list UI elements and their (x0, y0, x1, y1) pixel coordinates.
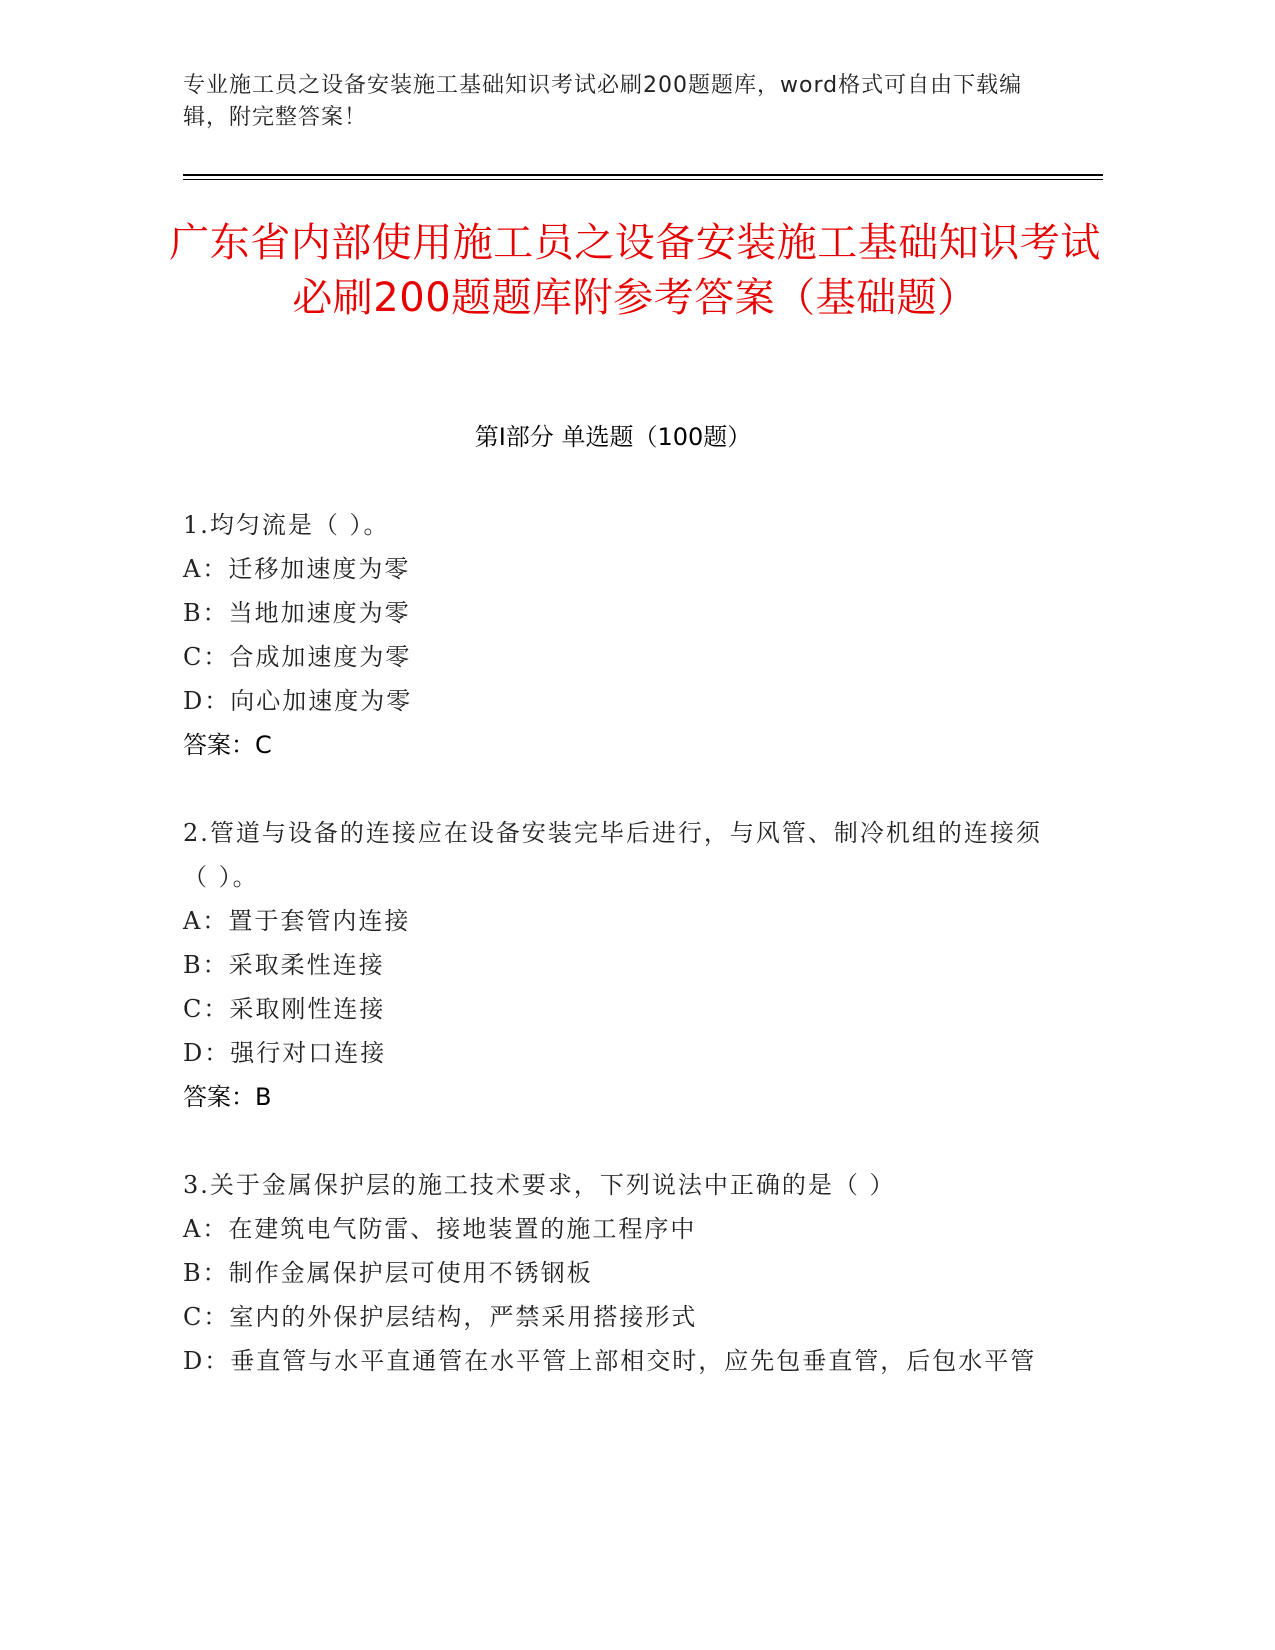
option-b: B：采取柔性连接 (183, 951, 385, 979)
option-d: D：向心加速度为零 (183, 687, 413, 715)
option-d: D：强行对口连接 (183, 1039, 387, 1067)
question-spacer (183, 767, 1043, 811)
header-divider-thick (183, 174, 1103, 176)
answer-line: 答案：C (183, 731, 272, 759)
option-c: C：合成加速度为零 (183, 643, 412, 671)
question-spacer (183, 1119, 1043, 1163)
question-item (183, 811, 1043, 1119)
answer-line: 答案：B (183, 1083, 272, 1111)
question-stem: 3.关于金属保护层的施工技术要求，下列说法中正确的是（ ） (183, 1171, 896, 1199)
section-heading: 第Ⅰ部分 单选题（100题） (474, 423, 752, 451)
option-c: C：采取刚性连接 (183, 995, 386, 1023)
option-c: C：室内的外保护层结构，严禁采用搭接形式 (183, 1303, 698, 1331)
question-item (183, 1163, 1043, 1383)
option-a: A：迁移加速度为零 (183, 555, 411, 583)
header-divider-thin (183, 179, 1103, 180)
option-b: B：制作金属保护层可使用不锈钢板 (183, 1259, 593, 1287)
question-list (183, 503, 1043, 1383)
question-stem: 1.均匀流是（ ）。 (183, 511, 390, 539)
option-a: A：置于套管内连接 (183, 907, 411, 935)
option-a: A：在建筑电气防雷、接地装置的施工程序中 (183, 1215, 697, 1243)
question-item (183, 503, 1043, 767)
question-stem: 2.管道与设备的连接应在设备安装完毕后进行，与风管、制冷机组的连接须（ ）。 (183, 819, 1042, 891)
header-note: 专业施工员之设备安装施工基础知识考试必刷200题题库，word格式可自由下载编辑，附完整答案！ (183, 73, 1023, 130)
option-b: B：当地加速度为零 (183, 599, 411, 627)
option-d: D：垂直管与水平直通管在水平管上部相交时，应先包垂直管，后包水平管 (183, 1347, 1037, 1375)
document-title: 广东省内部使用施工员之设备安装施工基础知识考试必刷200题题库附参考答案（基础题） (169, 220, 1101, 321)
